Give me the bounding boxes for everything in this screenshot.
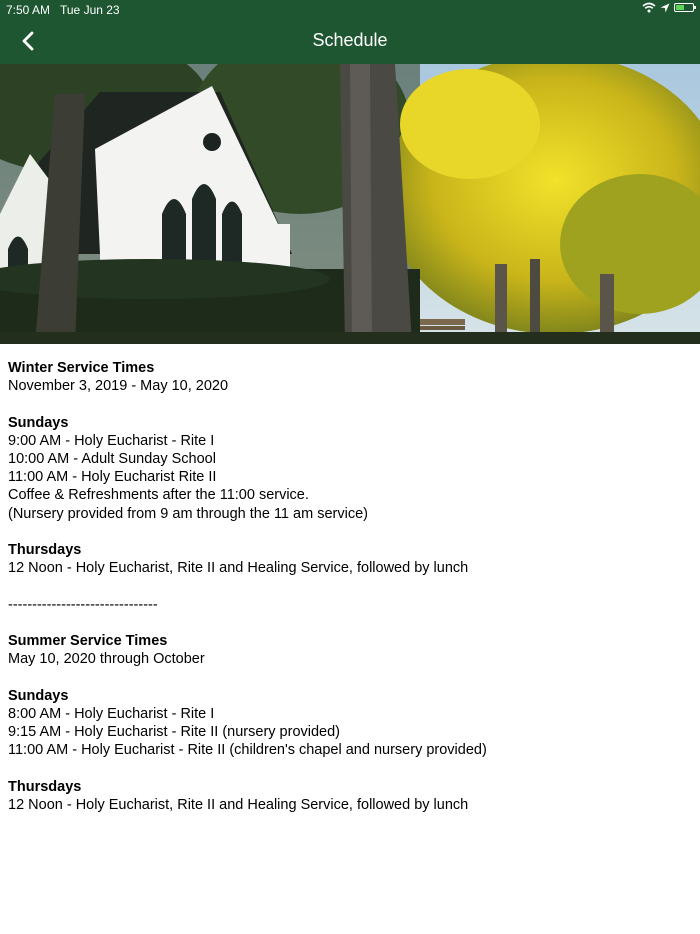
winter-heading: Winter Service Times xyxy=(8,360,155,376)
service-line: 9:00 AM - Holy Eucharist - Rite I xyxy=(8,432,215,449)
church-photo xyxy=(0,64,700,344)
winter-date-range: November 3, 2019 - May 10, 2020 xyxy=(8,378,229,395)
service-line: Coffee & Refreshments after the 11:00 service. xyxy=(8,487,309,504)
status-time: 7:50 AM xyxy=(6,3,51,17)
service-line: 10:00 AM - Adult Sunday School xyxy=(8,451,216,467)
summer-date-range: May 10, 2020 through October xyxy=(8,651,205,668)
schedule-content xyxy=(0,344,700,814)
service-line: 12 Noon - Holy Eucharist, Rite II and Healing Service, followed by lunch xyxy=(8,796,469,813)
navigation-header xyxy=(0,0,700,64)
service-line: 12 Noon - Holy Eucharist, Rite II and Healing Service, followed by lunch xyxy=(8,560,469,577)
summer-sundays-heading: Sundays xyxy=(8,687,69,704)
service-line: 11:00 AM - Holy Eucharist - Rite II (children's chapel and nursery provided) xyxy=(8,742,487,759)
service-line: 8:00 AM - Holy Eucharist - Rite I xyxy=(8,705,215,722)
service-line: (Nursery provided from 9 am through the 11 am service) xyxy=(8,505,368,522)
wifi-icon xyxy=(642,2,656,13)
status-icons xyxy=(642,2,694,13)
location-arrow-icon xyxy=(660,3,670,13)
winter-thursdays-heading: Thursdays xyxy=(8,542,82,558)
status-bar xyxy=(0,0,700,20)
summer-thursdays-heading: Thursdays xyxy=(8,778,82,795)
battery-charging-icon xyxy=(674,3,694,12)
winter-sundays-heading: Sundays xyxy=(8,414,69,431)
section-divider: ------------------------------- xyxy=(8,596,158,613)
summer-heading: Summer Service Times xyxy=(8,632,168,649)
status-date: Tue Jun 23 xyxy=(60,3,120,17)
service-line: 9:15 AM - Holy Eucharist - Rite II (nursery provided) xyxy=(8,723,341,740)
page-title: Schedule xyxy=(312,30,388,50)
service-line: 11:00 AM - Holy Eucharist Rite II xyxy=(8,469,217,486)
